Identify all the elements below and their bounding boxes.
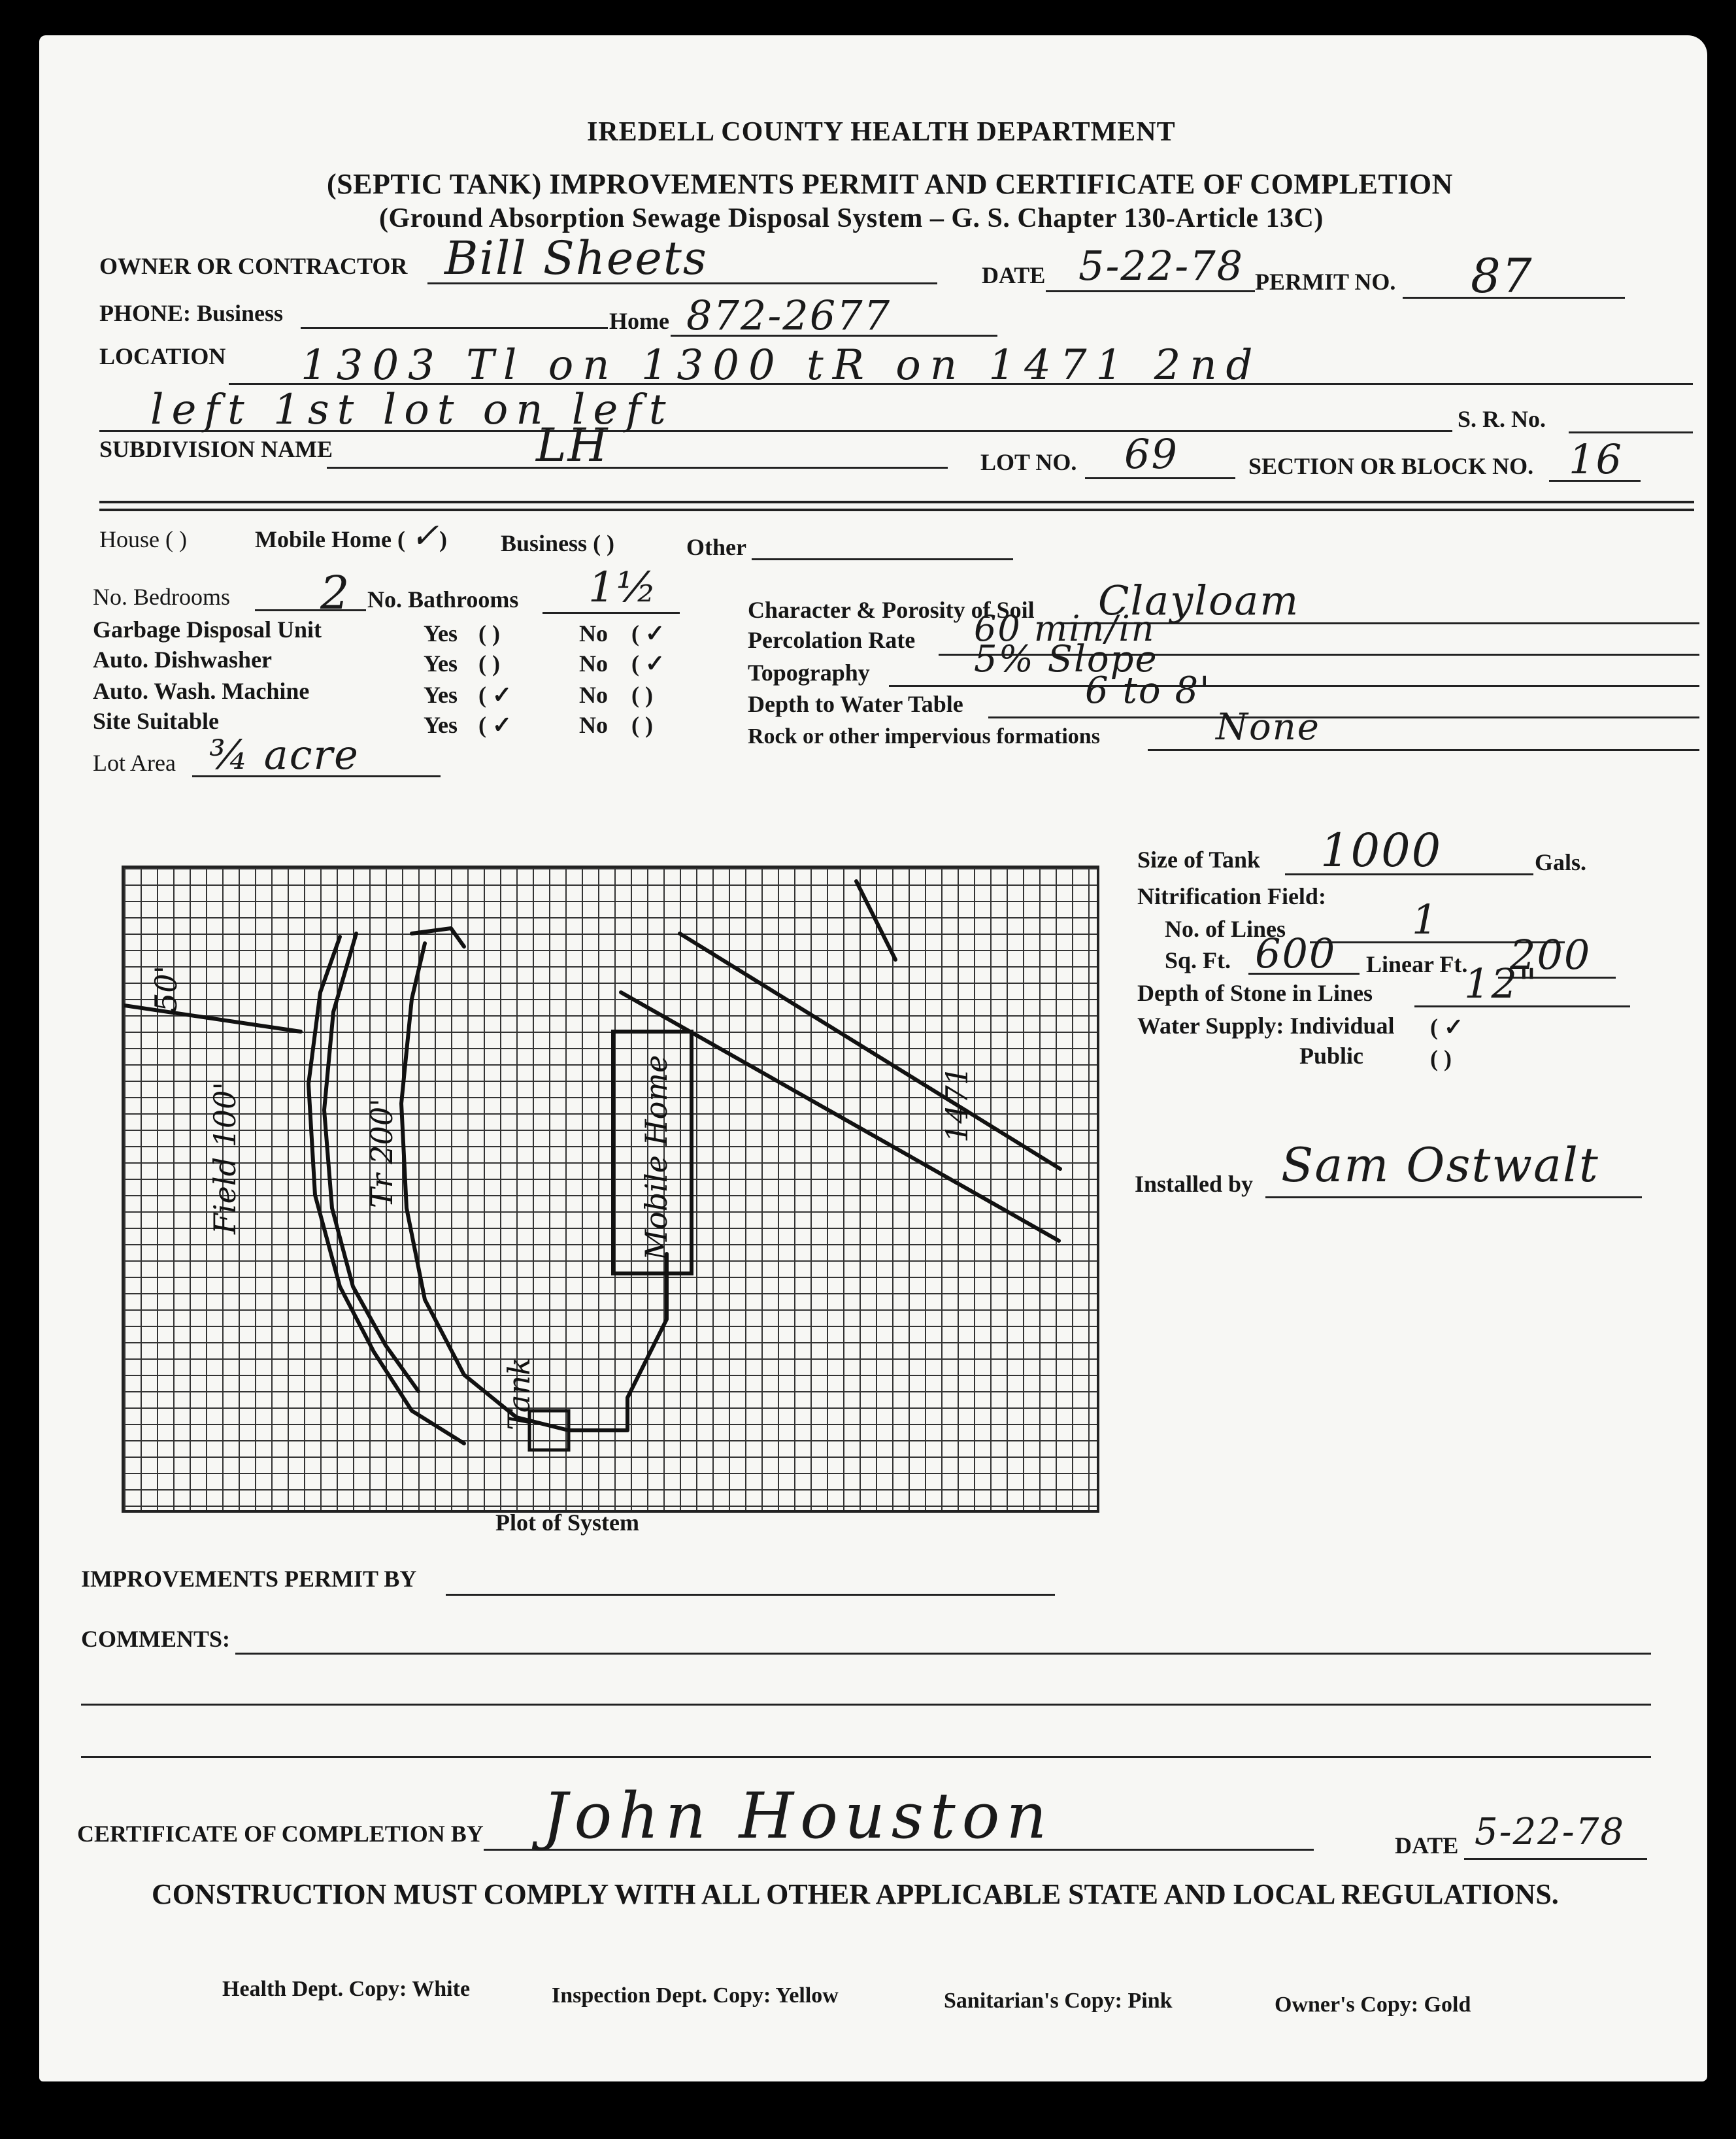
phone-business-underline bbox=[301, 327, 608, 329]
garbage-disposal-yes-box: ( ) bbox=[478, 620, 500, 647]
sqft-value: 600 bbox=[1255, 930, 1337, 977]
site-suitable-yes: Yes bbox=[424, 712, 458, 738]
water-supply-public-box: ( ) bbox=[1430, 1045, 1452, 1071]
plot-caption: Plot of System bbox=[495, 1509, 639, 1536]
certificate-signature: John Houston bbox=[542, 1779, 1054, 1853]
section-label: SECTION OR BLOCK NO. bbox=[1248, 453, 1534, 479]
sr-no-underline bbox=[1569, 431, 1693, 433]
sr-no-label: S. R. No. bbox=[1458, 406, 1546, 432]
type-other-underline bbox=[752, 558, 1013, 560]
dishwasher-label: Auto. Dishwasher bbox=[93, 647, 273, 673]
comments-line-3 bbox=[81, 1756, 1651, 1758]
copy-health-dept: Health Dept. Copy: White bbox=[222, 1977, 471, 2001]
bedrooms-label: No. Bedrooms bbox=[93, 584, 230, 610]
location-label: LOCATION bbox=[99, 343, 226, 369]
topography-label: Topography bbox=[748, 660, 870, 686]
water-table-underline bbox=[988, 716, 1699, 718]
certificate-date-label: DATE bbox=[1395, 1832, 1459, 1859]
stone-depth-value: 12" bbox=[1464, 960, 1539, 1007]
dishwasher-yes-box: ( ) bbox=[478, 650, 500, 677]
department-title: IREDELL COUNTY HEALTH DEPARTMENT bbox=[587, 117, 1176, 147]
comments-label: COMMENTS: bbox=[81, 1626, 230, 1652]
dishwasher-yes: Yes bbox=[424, 650, 458, 677]
copy-owner: Owner's Copy: Gold bbox=[1275, 1993, 1471, 2017]
plot-label-home: Mobile Home bbox=[639, 1054, 674, 1260]
date-label: DATE bbox=[982, 262, 1046, 288]
water-supply-public-label: Public bbox=[1299, 1043, 1364, 1069]
installed-by-value: Sam Ostwalt bbox=[1281, 1137, 1599, 1192]
sqft-label: Sq. Ft. bbox=[1165, 947, 1231, 973]
perc-rate-value: 60 min/in bbox=[974, 608, 1156, 649]
separator-top bbox=[99, 501, 1694, 503]
comments-line-1 bbox=[235, 1653, 1651, 1655]
type-house: House ( ) bbox=[99, 526, 187, 552]
site-suitable-label: Site Suitable bbox=[93, 708, 220, 734]
type-mobile-home-mark: ✓ bbox=[410, 516, 441, 556]
phone-home-value: 872-2677 bbox=[686, 292, 892, 339]
lot-no-value: 69 bbox=[1124, 430, 1178, 478]
permit-value: 87 bbox=[1471, 248, 1533, 303]
date-value: 5-22-78 bbox=[1078, 242, 1244, 290]
garbage-disposal-no-box: ( ✓ bbox=[631, 620, 665, 647]
bathrooms-label: No. Bathrooms bbox=[367, 586, 519, 613]
improvements-permit-label: IMPROVEMENTS PERMIT BY bbox=[81, 1566, 417, 1592]
tank-gals: Gals. bbox=[1535, 849, 1587, 875]
top-arrow bbox=[856, 881, 895, 960]
subdivision-label: SUBDIVISION NAME bbox=[99, 436, 333, 462]
wash-machine-no-box: ( ) bbox=[631, 682, 653, 708]
perc-rate-label: Percolation Rate bbox=[748, 627, 916, 653]
type-business: Business ( ) bbox=[501, 530, 615, 556]
comments-line-2 bbox=[81, 1704, 1651, 1706]
linear-ft-value: 200 bbox=[1510, 931, 1592, 979]
form-title: (SEPTIC TANK) IMPROVEMENTS PERMIT AND CERTIFICATE OF COMPLETION bbox=[327, 168, 1453, 200]
copy-sanitarian: Sanitarian's Copy: Pink bbox=[944, 1989, 1173, 2013]
plot-label-road: 1471 bbox=[939, 1066, 975, 1143]
lot-area-value: ¾ acre bbox=[209, 731, 359, 779]
date-underline bbox=[1046, 290, 1255, 292]
topography-value: 5% Slope bbox=[974, 638, 1158, 681]
installed-by-underline bbox=[1265, 1196, 1642, 1198]
owner-label: OWNER OR CONTRACTOR bbox=[99, 253, 408, 279]
lot-no-label: LOT NO. bbox=[980, 449, 1077, 475]
nitrification-label: Nitrification Field: bbox=[1137, 883, 1326, 909]
dishwasher-no-box: ( ✓ bbox=[631, 650, 665, 677]
location-line-2: left 1st lot on left bbox=[150, 386, 674, 434]
type-mobile-home-close: ) bbox=[439, 526, 447, 552]
topography-underline bbox=[889, 685, 1699, 687]
plot-grid bbox=[122, 866, 1099, 1513]
phone-home-label: Home bbox=[609, 308, 669, 334]
wash-machine-yes-box: ( ✓ bbox=[478, 682, 512, 708]
field-line-right-inner bbox=[412, 928, 464, 947]
stone-depth-label: Depth of Stone in Lines bbox=[1137, 980, 1373, 1006]
plot-sketch bbox=[124, 868, 1097, 1510]
wash-machine-label: Auto. Wash. Machine bbox=[93, 678, 310, 704]
owner-value: Bill Sheets bbox=[444, 231, 708, 285]
garbage-disposal-label: Garbage Disposal Unit bbox=[93, 616, 322, 643]
water-supply-label: Water Supply: Individual bbox=[1137, 1013, 1395, 1039]
section-value: 16 bbox=[1569, 435, 1623, 483]
type-other-label: Other bbox=[686, 534, 746, 560]
compliance-notice: CONSTRUCTION MUST COMPLY WITH ALL OTHER APPLICABLE STATE AND LOCAL REGULATIONS. bbox=[152, 1878, 1559, 1910]
certificate-label: CERTIFICATE OF COMPLETION BY bbox=[77, 1821, 484, 1847]
soil-character-value: Clayloam bbox=[1098, 577, 1300, 624]
permit-label: PERMIT NO. bbox=[1255, 269, 1396, 295]
certificate-date-value: 5-22-78 bbox=[1475, 1811, 1625, 1853]
tank-size-value: 1000 bbox=[1320, 824, 1443, 877]
water-table-label: Depth to Water Table bbox=[748, 691, 963, 717]
plot-label-tank: Tank bbox=[501, 1356, 537, 1430]
tank-line bbox=[569, 1254, 667, 1430]
lot-area-label: Lot Area bbox=[93, 750, 176, 776]
plot-label-left-distance: 50' bbox=[148, 965, 184, 1012]
site-suitable-no: No bbox=[579, 712, 608, 738]
tank-size-label: Size of Tank bbox=[1137, 847, 1261, 873]
bathrooms-underline bbox=[542, 612, 680, 614]
rock-value: None bbox=[1216, 706, 1320, 749]
wash-machine-yes: Yes bbox=[424, 682, 458, 708]
rock-label: Rock or other impervious formations bbox=[748, 724, 1100, 749]
field-line-right bbox=[401, 943, 569, 1430]
site-suitable-yes-box: ( ✓ bbox=[478, 712, 512, 738]
bathrooms-value: 1½ bbox=[588, 564, 658, 612]
phone-business-label: PHONE: Business bbox=[99, 300, 284, 326]
rock-underline bbox=[1148, 749, 1699, 751]
bedrooms-value: 2 bbox=[320, 566, 351, 620]
lines-value: 1 bbox=[1412, 896, 1439, 943]
permit-document bbox=[39, 35, 1707, 2081]
separator-bottom bbox=[99, 509, 1694, 511]
certificate-date-underline bbox=[1464, 1858, 1647, 1860]
improvements-permit-underline bbox=[446, 1594, 1055, 1596]
plot-label-field: Field 100' bbox=[207, 1081, 242, 1234]
plot-label-trench: Tr 200' bbox=[364, 1098, 399, 1208]
type-mobile-home-label: Mobile Home ( bbox=[255, 526, 405, 552]
installed-by-label: Installed by bbox=[1135, 1171, 1254, 1197]
location-line-1: 1303 Tl on 1300 tR on 1471 2nd bbox=[301, 341, 1262, 390]
water-table-value: 6 to 8' bbox=[1085, 669, 1211, 712]
garbage-disposal-yes: Yes bbox=[424, 620, 458, 647]
garbage-disposal-no: No bbox=[579, 620, 608, 647]
subdivision-value: LH bbox=[536, 418, 609, 472]
site-suitable-no-box: ( ) bbox=[631, 712, 653, 738]
form-subtitle: (Ground Absorption Sewage Disposal System – G. S. Chapter 130-Article 13C) bbox=[379, 203, 1324, 233]
copy-inspection-dept: Inspection Dept. Copy: Yellow bbox=[552, 1983, 839, 2008]
subdivision-underline bbox=[327, 467, 948, 469]
lines-label: No. of Lines bbox=[1165, 916, 1286, 942]
dishwasher-no: No bbox=[579, 650, 608, 677]
wash-machine-no: No bbox=[579, 682, 608, 708]
water-supply-individual-box: ( ✓ bbox=[1430, 1014, 1464, 1040]
linear-ft-label: Linear Ft. bbox=[1366, 951, 1468, 977]
soil-character-label: Character & Porosity of Soil bbox=[748, 597, 1035, 623]
